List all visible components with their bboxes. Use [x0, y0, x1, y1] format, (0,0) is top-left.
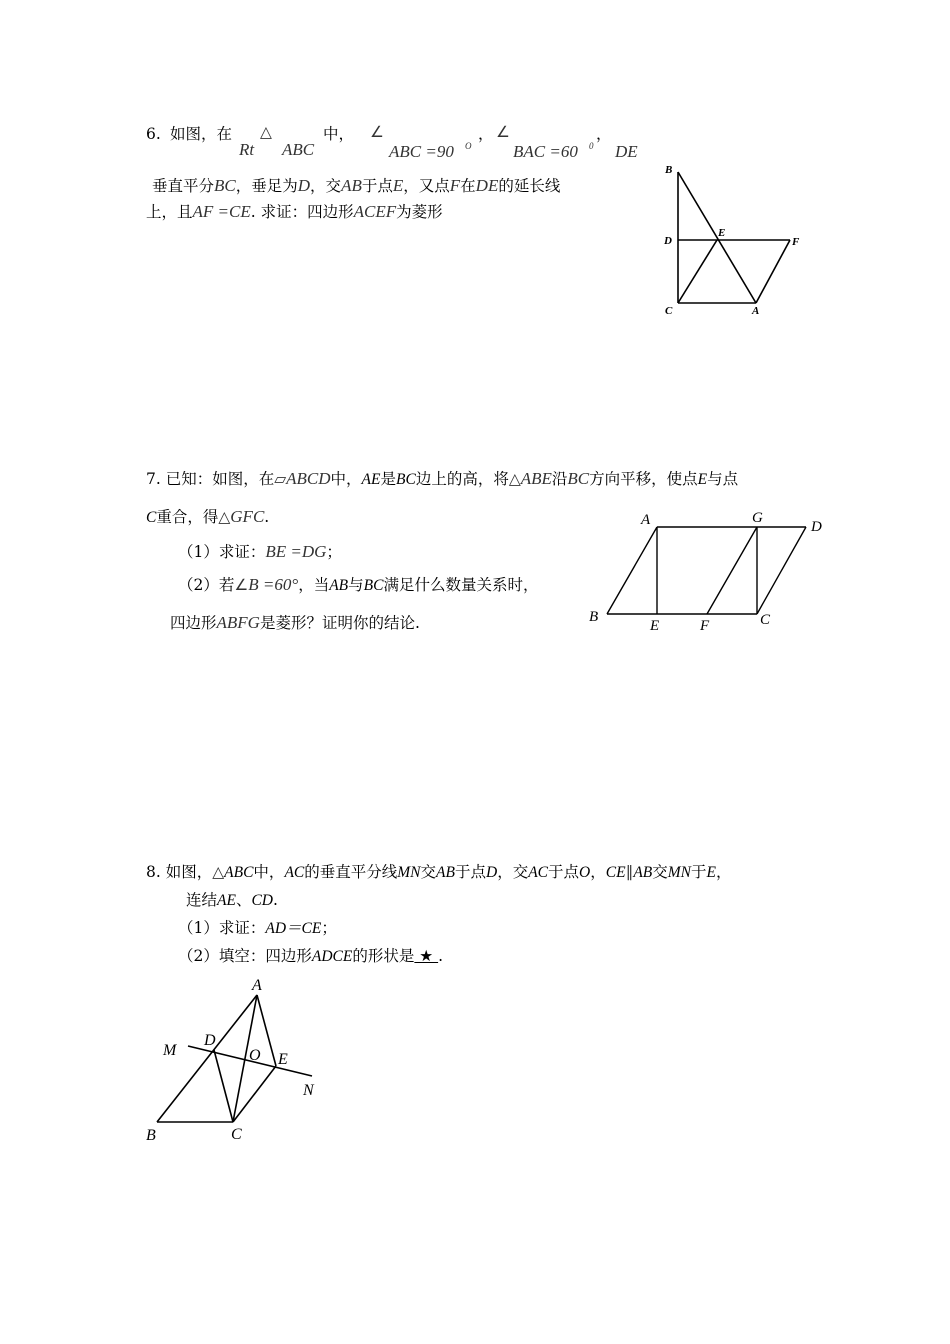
q8-text: （2）填空：四边形	[178, 947, 312, 965]
q6-line-2	[152, 176, 560, 196]
label-c: C	[231, 1126, 242, 1143]
q7-text: 四边形	[170, 614, 217, 632]
segment-ab	[607, 527, 657, 614]
q8-line-1	[146, 862, 732, 883]
q6-text: 于点	[361, 177, 393, 195]
q6-math-angle1: ABC =90	[389, 142, 454, 161]
triangle-symbol: △	[260, 123, 272, 141]
q8-line-3	[178, 918, 337, 939]
q6-math: E	[392, 176, 404, 195]
q8-text: 交	[652, 863, 668, 881]
label-d: D	[811, 519, 822, 535]
q7-text: 与	[348, 576, 364, 594]
q8-text: .	[273, 891, 278, 909]
label-a: A	[752, 305, 760, 317]
q6-text: ，交	[310, 177, 342, 195]
label-c: C	[760, 612, 771, 628]
q8-text: 的垂直平分线	[304, 863, 398, 881]
q8-text: 、	[235, 891, 252, 909]
q7-text: 是	[380, 470, 396, 488]
q6-math-rt: Rt	[239, 140, 255, 159]
q7-text: 满足什么数量关系时，	[383, 576, 539, 594]
label-d: D	[664, 235, 672, 247]
q6-line-3	[146, 202, 443, 222]
q6-math: AF =CE	[192, 202, 251, 221]
angle-symbol: ∠	[234, 576, 249, 594]
q7-text: .	[264, 508, 270, 526]
q7-math: B =60°	[248, 575, 299, 594]
q7-line-5	[170, 613, 420, 633]
q6-math: BC	[214, 176, 236, 195]
q8-text: ，	[716, 863, 732, 881]
segment-gf	[707, 527, 757, 614]
q8-math: CD	[251, 892, 274, 909]
q7-math: GFC	[230, 507, 265, 526]
q6-math-angle2: BAC =60	[513, 142, 578, 161]
segment-ce	[678, 240, 717, 303]
label-a: A	[252, 977, 262, 994]
answer-blank: ★	[414, 947, 439, 965]
label-g: G	[752, 510, 763, 526]
q6-math: AB	[341, 176, 362, 195]
q8-text: .	[438, 947, 444, 965]
q7-line-2	[146, 507, 269, 528]
q8-figure	[140, 970, 340, 1150]
triangle-symbol: △	[508, 470, 521, 488]
segment-cd	[214, 1050, 233, 1122]
segment-dc	[757, 527, 806, 614]
q8-math: AC	[284, 864, 305, 881]
q7-math: BC	[396, 471, 416, 488]
q8-text: ，交	[497, 863, 529, 881]
label-e: E	[278, 1051, 288, 1068]
q8-text: 中，	[253, 863, 285, 881]
q7-math: BE =DG	[265, 542, 327, 561]
parallelogram-symbol: ▱	[274, 470, 287, 488]
q8-math: ADCE	[311, 948, 353, 965]
q7-text: 重合，得	[156, 508, 219, 526]
q7-math: AB	[329, 577, 349, 594]
q8-math: AB	[633, 864, 653, 881]
q7-text: （2）若	[178, 576, 235, 594]
q6-math: DE	[475, 176, 499, 195]
q6-math: ACEF	[353, 202, 397, 221]
q6-text: 的延长线	[498, 177, 561, 195]
q6-text: 垂直平分	[152, 177, 215, 195]
q8-text: 8. 如图，	[146, 863, 213, 881]
q8-text: 连结	[186, 891, 218, 909]
label-c: C	[665, 305, 673, 317]
label-b: B	[589, 609, 599, 625]
q8-text: 交	[420, 863, 437, 881]
q6-text: 在	[460, 177, 476, 195]
angle-symbol: ∠	[370, 123, 384, 141]
q7-text: 是菱形？证明你的结论.	[259, 614, 420, 632]
parallel-symbol: ∥	[625, 863, 634, 881]
q8-math: D	[485, 864, 498, 881]
q8-text: ；	[321, 919, 337, 937]
label-m: M	[163, 1042, 177, 1059]
q8-text: 的形状是	[352, 947, 415, 965]
q6-text: 上，且	[146, 203, 193, 221]
triangle-symbol: △	[218, 508, 231, 526]
q7-figure	[585, 505, 830, 635]
q6-text: 为菱形	[396, 203, 443, 221]
q6-math-abc: ABC	[282, 140, 315, 159]
q8-math: E	[706, 864, 716, 881]
q8-line-2	[186, 890, 278, 911]
q8-math: MN	[397, 864, 421, 881]
q6-figure	[660, 160, 810, 320]
q8-text: ，	[590, 863, 606, 881]
q7-math: ABE	[520, 469, 552, 488]
q6-text: 中，	[323, 125, 355, 143]
q6-text: ，	[478, 125, 494, 143]
q8-text: 于点	[454, 863, 486, 881]
q7-text: 与点	[707, 470, 739, 488]
q7-math: AE	[361, 471, 381, 488]
q8-math: AB	[436, 864, 455, 881]
q7-line-1	[146, 469, 738, 490]
angle-symbol: ∠	[496, 123, 510, 141]
q6-text: ，垂足为	[235, 177, 298, 195]
label-e: E	[650, 618, 660, 634]
q7-math: C	[146, 509, 157, 526]
q7-math: BC	[363, 577, 384, 594]
q6-text: 如图，在	[170, 125, 233, 143]
q6-number: 6.	[146, 125, 161, 143]
q7-text: 边上的高，将	[415, 470, 509, 488]
q6-text: . 求证：四边形	[250, 203, 354, 221]
q8-text: 于点	[548, 863, 580, 881]
q6-math: D	[297, 176, 311, 195]
q7-text: 方向平移，使点	[589, 470, 698, 488]
q7-math: BC	[567, 469, 590, 488]
q7-math: E	[697, 471, 708, 488]
label-f: F	[792, 236, 800, 248]
q7-text: 中，	[330, 470, 362, 488]
q8-math: AC	[528, 864, 549, 881]
q7-text: （1）求证：	[178, 543, 266, 561]
label-o: O	[249, 1047, 261, 1064]
q8-text: 于	[691, 863, 707, 881]
q7-line-3	[178, 542, 342, 562]
q7-math: ABCD	[286, 469, 331, 488]
q6-math: F	[449, 176, 461, 195]
q6-text: ，	[596, 125, 612, 143]
q8-text: （1）求证：	[178, 919, 266, 937]
q8-math: ABC	[224, 864, 254, 881]
q6-text: ，又点	[403, 177, 450, 195]
q7-text: ；	[326, 543, 342, 561]
triangle-symbol: △	[212, 863, 225, 881]
q8-math: MN	[667, 864, 692, 881]
q7-text: 沿	[551, 470, 568, 488]
q6-math-de: DE	[615, 142, 638, 161]
q8-math: CE	[605, 864, 626, 881]
q8-math: AD＝CE	[265, 920, 322, 937]
label-n: N	[303, 1082, 314, 1099]
label-a: A	[641, 512, 651, 528]
q6-math-angle2-sup: 0	[589, 141, 594, 151]
q6-math-angle1-sup: O	[465, 141, 472, 151]
q7-text: 7. 已知：如图，在	[146, 470, 275, 488]
q7-line-4	[178, 575, 538, 596]
q7-math: ABFG	[216, 613, 260, 632]
segment-ce	[233, 1066, 276, 1122]
label-d: D	[204, 1032, 216, 1049]
q8-math: AE	[217, 892, 236, 909]
label-f: F	[700, 618, 710, 634]
label-b: B	[146, 1127, 156, 1144]
q8-math: O	[579, 864, 591, 881]
q7-text: ，当	[298, 576, 330, 594]
label-b: B	[665, 164, 673, 176]
label-e: E	[718, 227, 726, 239]
segment-af	[756, 240, 790, 303]
q8-line-4	[178, 946, 443, 967]
